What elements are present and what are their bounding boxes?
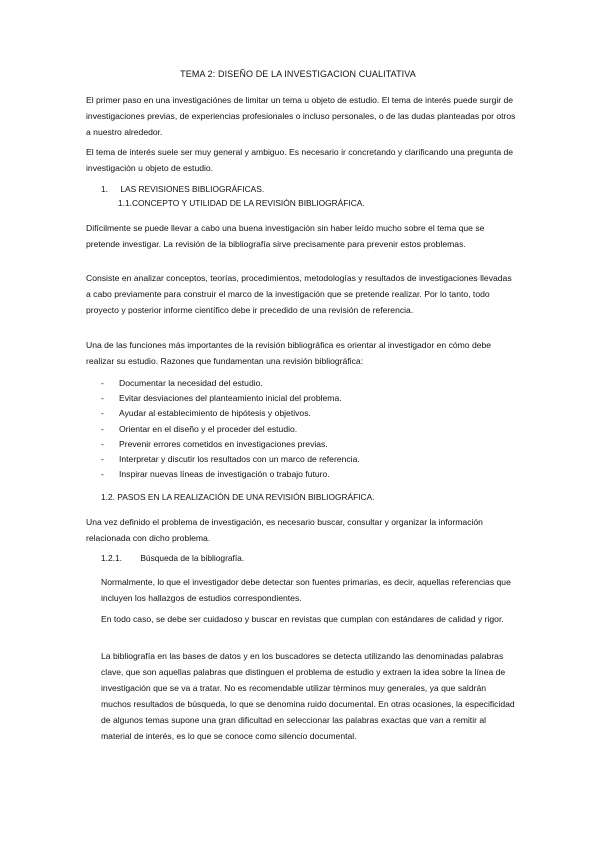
subsection-1-2-1-title: Búsqueda de la bibliografía. [140, 553, 245, 563]
subsection-1-2-paragraph: Una vez definido el problema de investigación, es necesario buscar, consultar y organizar la información relacionada con dicho problema. [86, 517, 483, 543]
subsection-1-2-heading: 1.2. PASOS EN LA REALIZACIÓN DE UNA REVISIÓN BIBLIOGRÁFICA. [101, 492, 375, 502]
document-title: TEMA 2: DISEÑO DE LA INVESTIGACION CUALITATIVA [180, 69, 416, 79]
bullet-dash: - [101, 469, 104, 480]
bullet-dash: - [101, 438, 104, 449]
section-1-heading [101, 182, 264, 196]
bullet-dash: - [101, 454, 104, 465]
list-item: - Interpretar y discutir los resultados con un marco de referencia. [101, 452, 511, 467]
list-item: - Orientar en el diseño y el proceder del estudio. [101, 422, 511, 437]
subsection-1-2-1-paragraph-1: Normalmente, lo que el investigador debe detectar son fuentes primarias, es decir, aquellas referencias que incluyen los hallazgos de estudios correspondientes. [101, 577, 511, 603]
bullet-dash: - [101, 408, 104, 419]
bullet-dash: - [101, 423, 104, 434]
section-1-paragraph-3: Una de las funciones más importantes de la revisión bibliográfica es orientar al investigador en cómo debe realizar su estudio. Razones que fundamentan una revisión bibliográfica: [86, 340, 492, 366]
subsection-1-2-1-paragraph-2: En todo caso, se debe ser cuidadoso y buscar en revistas que cumplan con estándares de calidad y rigor. [101, 614, 504, 624]
intro-paragraph-1: El primer paso en una investigaciónes de limitar un tema u objeto de estudio. El tema de interés puede surgir de investigaciones previas, de experiencias profesionales o incluso personales, o de las dudas planteadas por otros a nuestro alrededor. [86, 95, 516, 137]
list-item: - Ayudar al establecimiento de hipótesis y objetivos. [101, 406, 511, 421]
section-1-title: LAS REVISIONES BIBLIOGRÁFICAS. [120, 184, 265, 194]
subsection-1-2-1-paragraph-3: La bibliografía en las bases de datos y en los buscadores se detecta utilizando las denominadas palabras clave, que son aquellas palabras que distinguen el problema de estudio y extraen la idea sobre la línea de investigación que se va a tratar. No es recomendable utilizar términos muy generales, ya que saldrán muchos resultados de búsqueda, lo que se denomina ruido documental. En otras ocasiones, la especificidad de algunos temas supone una gran dificultad en seleccionar las palabras exactas que van a remitir al material de interés, es lo que se conoce como silencio documental. [101, 651, 515, 741]
subsection-1-1-heading: 1.1.CONCEPTO Y UTILIDAD DE LA REVISIÓN BIBLIOGRÁFICA. [118, 198, 365, 208]
list-item: - Evitar desviaciones del planteamiento inicial del problema. [101, 391, 511, 406]
subsection-1-2-1-heading [101, 551, 244, 565]
section-1-number: 1. [101, 184, 108, 194]
list-item: - Prevenir errores cometidos en investigaciones previas. [101, 437, 511, 452]
section-1-paragraph-2: Consiste en analizar conceptos, teorías, procedimientos, metodologías y resultados de investigaciones llevadas a cabo previamente para construir el marco de la investigación que se pretende realizar. Por lo tanto, todo proyecto y posterior informe científico debe ir precedido de una revisión de referencia. [86, 273, 512, 315]
intro-paragraph-2: El tema de interés suele ser muy general y ambiguo. Es necesario ir concretando y clarificando una pregunta de investigación u objeto de estudio. [86, 147, 514, 173]
bullet-dash: - [101, 393, 104, 404]
list-item: - Inspirar nuevas líneas de investigación o trabajo futuro. [101, 467, 511, 482]
subsection-1-2-1-number: 1.2.1. [101, 553, 122, 563]
reasons-list [101, 376, 511, 482]
section-1-paragraph-1: Difícilmente se puede llevar a cabo una buena investigación sin haber leído mucho sobre el tema que se pretende investigar. La revisión de la bibliografía sirve precisamente para prevenir estos problemas. [86, 223, 485, 249]
list-item: - Documentar la necesidad del estudio. [101, 376, 511, 391]
bullet-dash: - [101, 378, 104, 388]
